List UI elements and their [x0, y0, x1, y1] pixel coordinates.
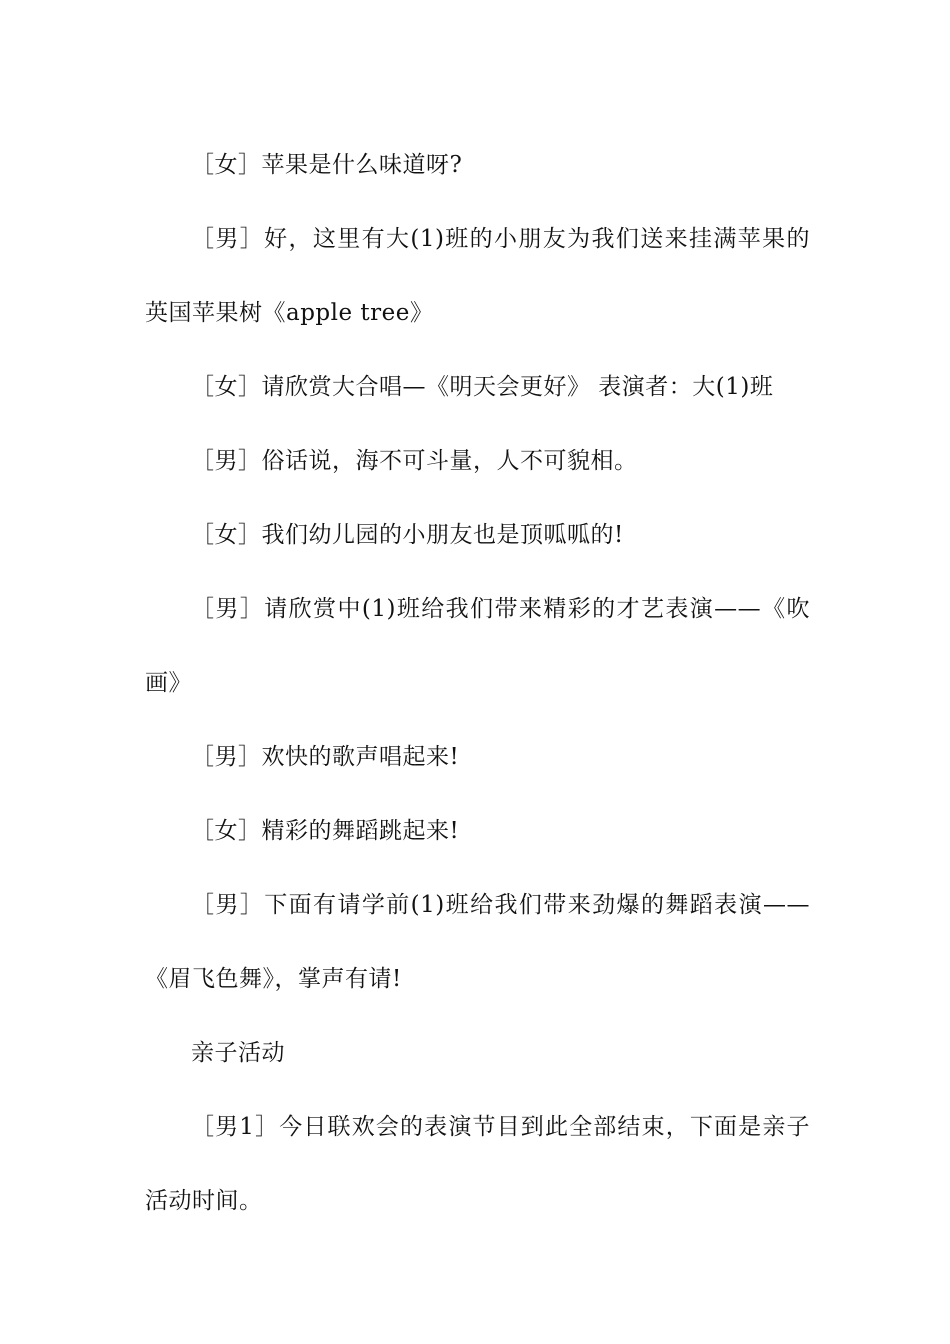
- paragraph: ［女］我们幼儿园的小朋友也是顶呱呱的!: [191, 522, 624, 548]
- document-body: [145, 128, 810, 1238]
- paragraph: ［女］请欣赏大合唱—《明天会更好》 表演者：大(1)班: [191, 374, 774, 400]
- paragraph: ［男］俗话说，海不可斗量，人不可貌相。: [191, 448, 638, 474]
- paragraph: ［男］请欣赏中(1)班给我们带来精彩的才艺表演——《吹画》: [145, 596, 810, 696]
- paragraph: ［女］苹果是什么味道呀?: [191, 152, 463, 178]
- paragraph: ［男］欢快的歌声唱起来!: [191, 744, 460, 770]
- paragraph: ［男1］今日联欢会的表演节目到此全部结束，下面是亲子活动时间。: [145, 1114, 810, 1214]
- section-heading: 亲子活动: [191, 1040, 285, 1066]
- paragraph: ［男］好，这里有大(1)班的小朋友为我们送来挂满苹果的英国苹果树《apple tree》: [145, 226, 810, 326]
- paragraph: ［女］精彩的舞蹈跳起来!: [191, 818, 460, 844]
- paragraph: ［男］下面有请学前(1)班给我们带来劲爆的舞蹈表演——《眉飞色舞》，掌声有请!: [145, 892, 810, 992]
